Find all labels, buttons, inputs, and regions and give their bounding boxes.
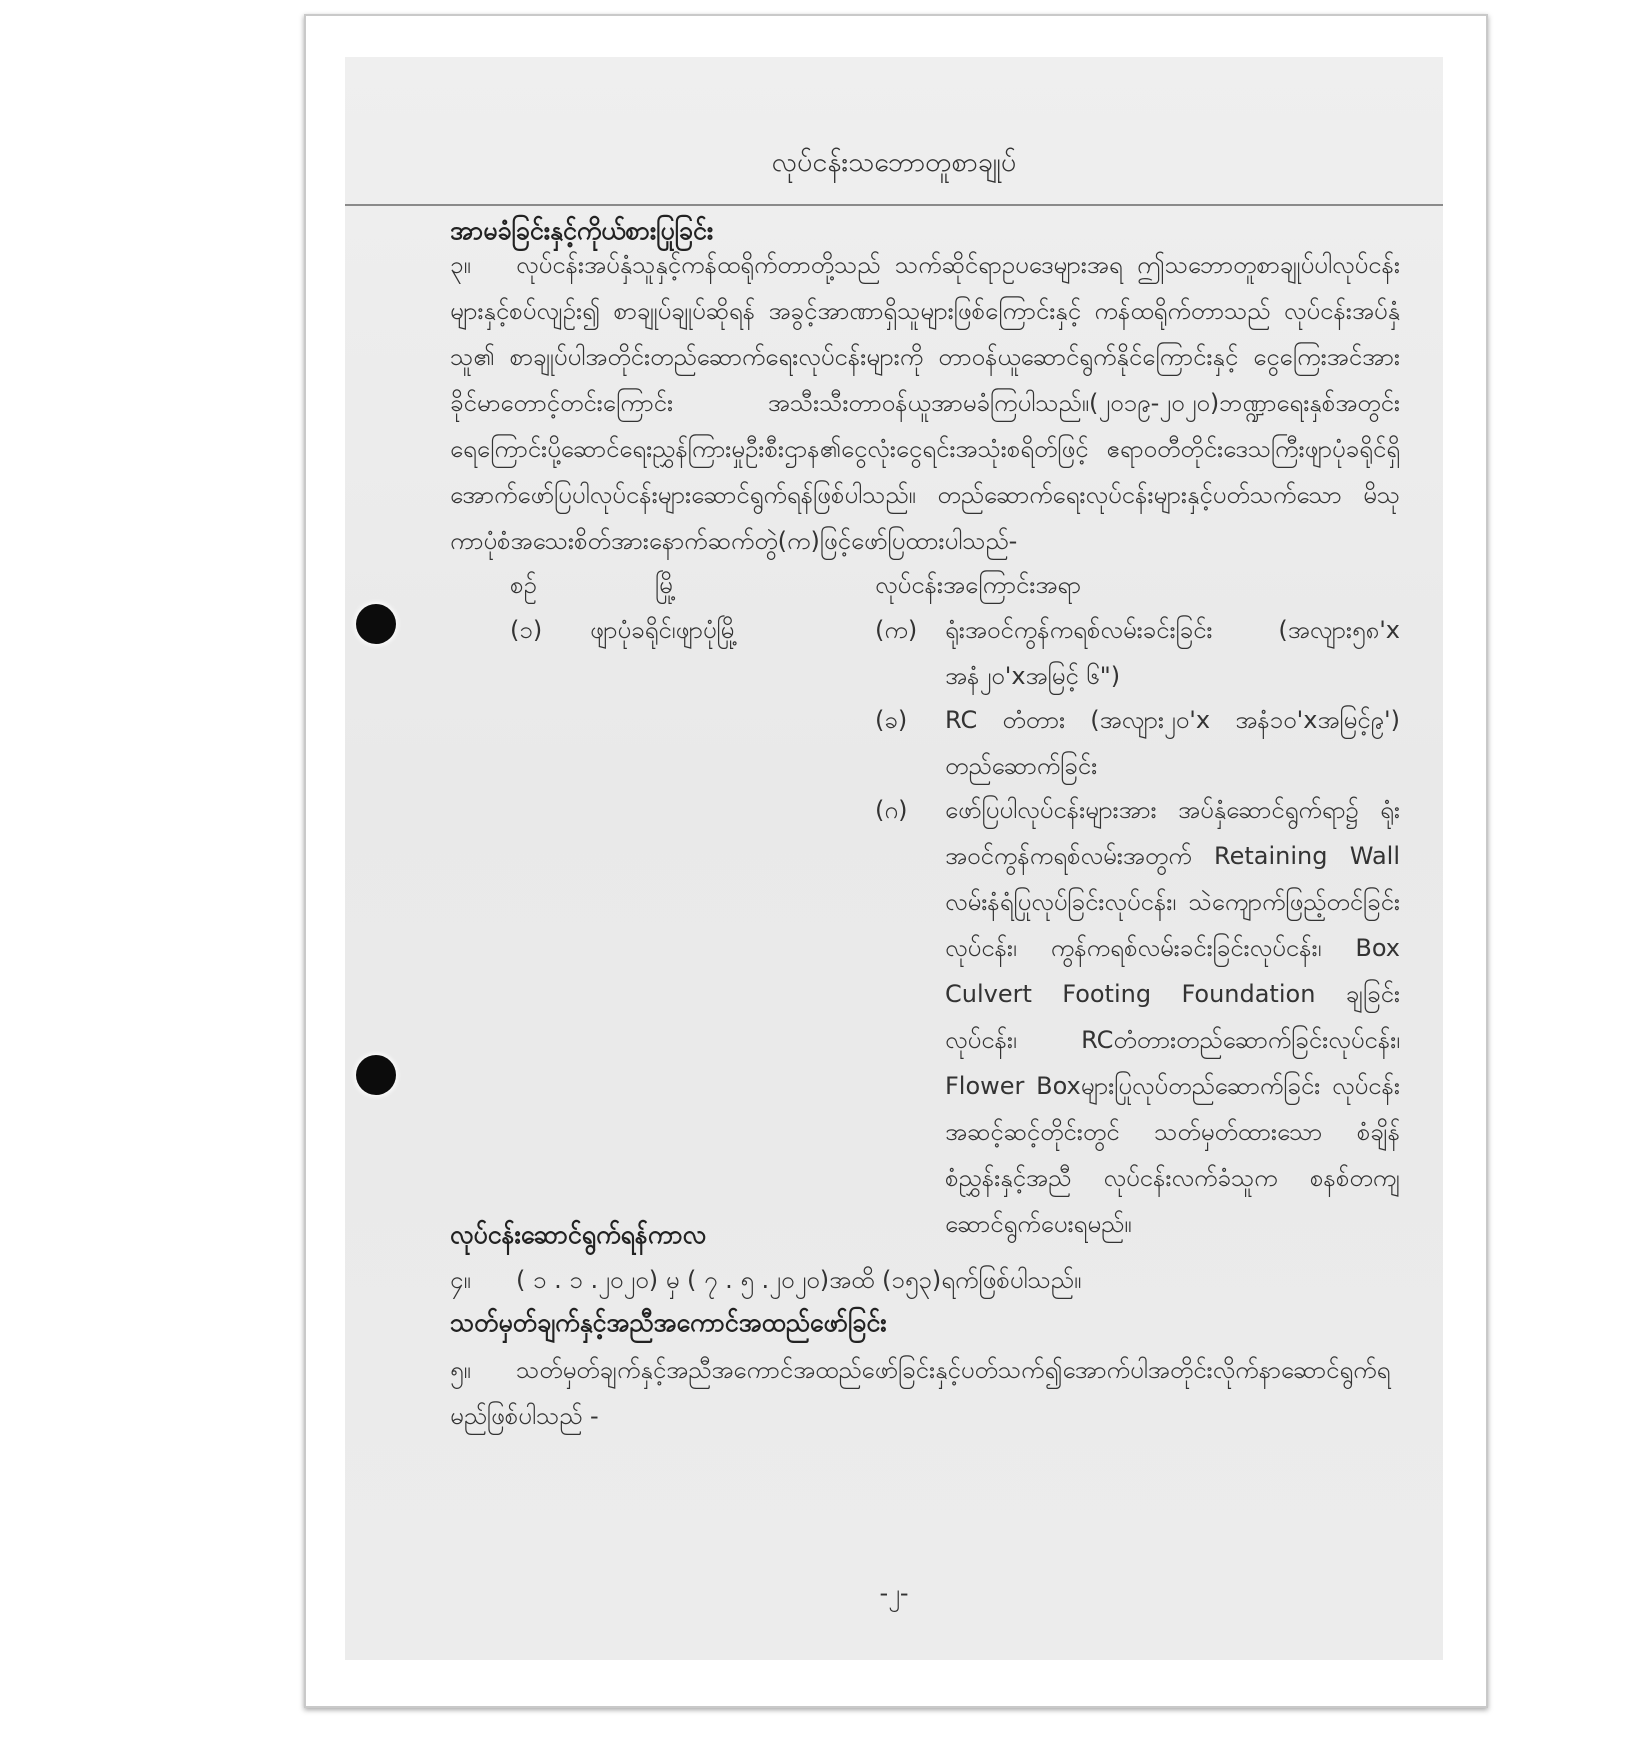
paragraph-4: [450, 1257, 1400, 1303]
table-header-town: မြို့: [655, 571, 677, 599]
item-ga-text: ဖော်ပြပါလုပ်ငန်းများအား အပ်နှံဆောင်ရွက်ရာ၌ ရုံးအဝင်ကွန်ကရစ်လမ်းအတွက် Retaining Wall လမ်းနံရံပြုလုပ်ခြင်းလုပ်ငန်း၊ သဲကျောက်ဖြည့်တင်ခြင်းလုပ်ငန်း၊ ကွန်ကရစ်လမ်းခင်းခြင်းလုပ်ငန်း၊ Box Culvert Footing Foundation ချခြင်းလုပ်ငန်း၊ RCတံတားတည်ဆောက်ခြင်းလုပ်ငန်း၊ Flower Boxများပြုလုပ်တည်ဆောက်ခြင်း လုပ်ငန်းအဆင့်ဆင့်တိုင်းတွင် သတ်မှတ်ထားသော စံချိန်စံညွှန်းနှင့်အညီ လုပ်ငန်းလက်ခံသူက စနစ်တကျဆောင်ရွက်ပေးရမည်။: [945, 796, 1400, 1238]
table-header-no: စဉ်: [510, 571, 537, 599]
item-ga-label: (ဂ): [875, 796, 908, 824]
item-ka-label: (က): [875, 616, 918, 644]
table-header-work: လုပ်ငန်းအကြောင်းအရာ: [875, 571, 1082, 599]
punch-hole-bottom: [356, 1055, 396, 1095]
item-ka-text: ရုံးအဝင်ကွန်ကရစ်လမ်းခင်းခြင်း (အလျား၅၈'x အနံ၂၀'xအမြင့် ၆"): [945, 616, 1400, 690]
row1-number: (၁): [510, 616, 543, 644]
paragraph-4-text: ( ၁ . ၁ .၂၀၂၀) မှ ( ၇ . ၅ .၂၀၂၀)အထိ (၁၅၃)ရက်ဖြစ်ပါသည်။: [516, 1266, 1082, 1294]
paragraph-4-number: ၄။: [450, 1266, 471, 1294]
paragraph-5: [450, 1347, 1400, 1439]
row1-town: ဖျာပုံခရိုင်၊ဖျာပုံမြို့: [590, 616, 738, 644]
intro-heading: အာမခံခြင်းနှင့်ကိုယ်စားပြုခြင်း: [450, 216, 714, 245]
item-kha-text: RC တံတား (အလျား၂၀'x အနံ၁၀'xအမြင့်၉') တည်ဆောက်ခြင်း: [945, 706, 1400, 780]
agreement-heading: သတ်မှတ်ချက်နှင့်အညီအကောင်အထည်ဖော်ခြင်း: [450, 1308, 887, 1337]
item-kha-label: (ခ): [875, 706, 908, 734]
paragraph-3-number: ၃။: [450, 251, 471, 279]
paragraph-5-number: ၅။: [450, 1356, 471, 1384]
punch-hole-top: [356, 604, 396, 644]
scanned-page: [345, 57, 1443, 1660]
header-rule: [345, 204, 1443, 206]
document-title: လုပ်ငန်းသဘောတူစာချုပ်: [771, 147, 1017, 178]
page-number: -၂-: [879, 1579, 909, 1607]
period-heading: လုပ်ငန်းဆောင်ရွက်ရန်ကာလ: [450, 1220, 707, 1249]
paragraph-3-text: လုပ်ငန်းအပ်နှံသူနှင့်ကန်ထရိုက်တာတို့သည် သက်ဆိုင်ရာဥပဒေများအရ ဤသဘောတူစာချုပ်ပါလုပ်ငန်းများနှင့်စပ်လျဉ်း၍ စာချုပ်ချုပ်ဆိုရန် အခွင့်အာဏာရှိသူများဖြစ်ကြောင်းနှင့် ကန်ထရိုက်တာသည် လုပ်ငန်းအပ်နှံသူ၏ စာချုပ်ပါအတိုင်းတည်ဆောက်ရေးလုပ်ငန်းများကို တာဝန်ယူဆောင်ရွက်နိုင်ကြောင်းနှင့် ငွေကြေးအင်အားခိုင်မာတောင့်တင်းကြောင်း အသီးသီးတာဝန်ယူအာမခံကြပါသည်။(၂၀၁၉-၂၀၂၀)ဘဏ္ဍာရေးနှစ်အတွင်း ရေကြောင်းပို့ဆောင်ရေးညွှန်ကြားမှုဦးစီးဌာန၏ငွေလုံးငွေရင်းအသုံးစရိတ်ဖြင့် ဧရာဝတီတိုင်းဒေသကြီးဖျာပုံခရိုင်ရှိအောက်ဖော်ပြပါလုပ်ငန်းများဆောင်ရွက်ရန်ဖြစ်ပါသည်။ တည်ဆောက်ရေးလုပ်ငန်းများနှင့်ပတ်သက်သော မိသုကာပုံစံအသေးစိတ်အားနောက်ဆက်တွဲ(က)ဖြင့်ဖော်ပြထားပါသည်-: [450, 251, 1400, 555]
paragraph-5-text: သတ်မှတ်ချက်နှင့်အညီအကောင်အထည်ဖော်ခြင်းနှင့်ပတ်သက်၍အောက်ပါအတိုင်းလိုက်နာဆောင်ရွက်ရမည်ဖြစ်ပါသည် -: [450, 1356, 1391, 1430]
paragraph-3: [450, 242, 1400, 564]
